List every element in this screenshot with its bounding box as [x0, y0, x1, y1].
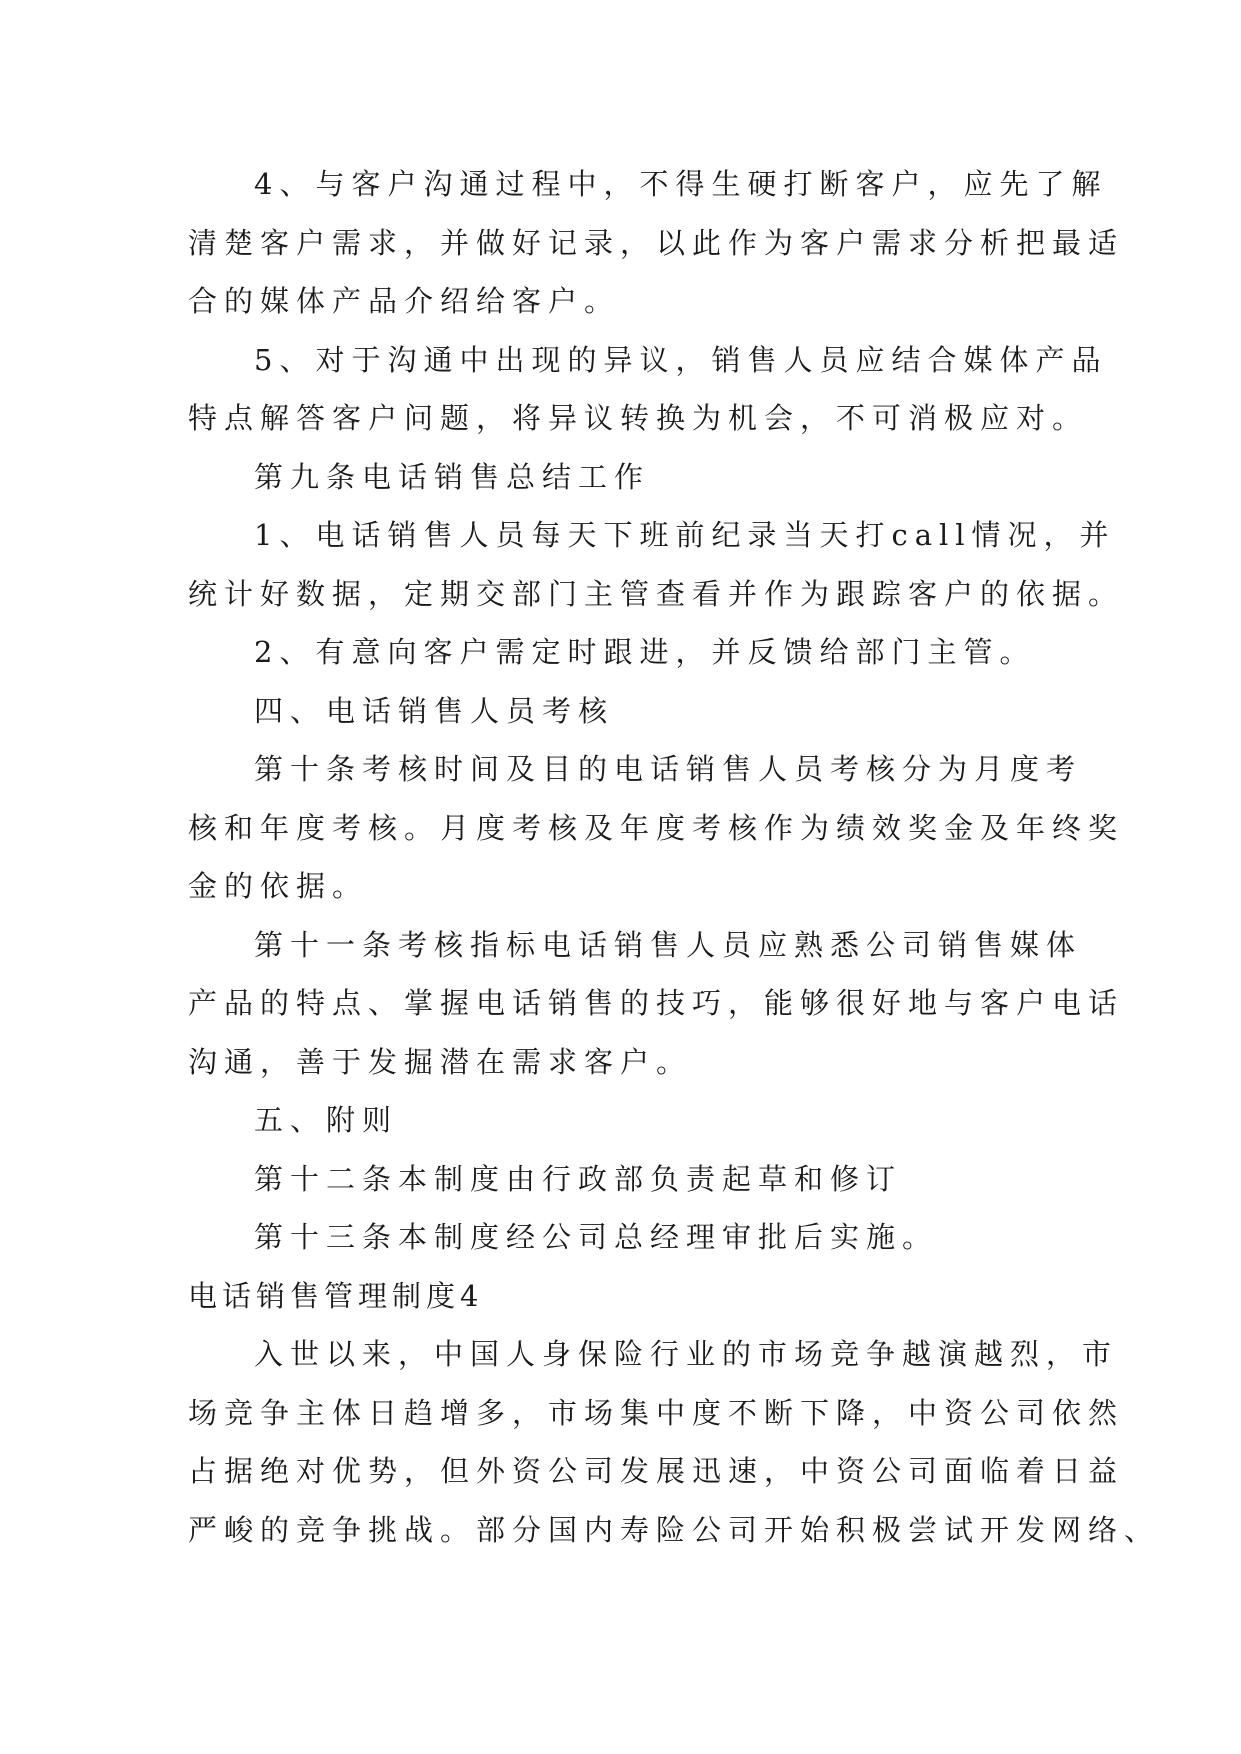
- paragraph-line: 第十一条考核指标电话销售人员应熟悉公司销售媒体: [254, 927, 1083, 962]
- paragraph-line: 特点解答客户问题，将异议转换为机会，不可消极应对。: [188, 401, 1089, 435]
- paragraph-line: 金的依据。: [188, 869, 369, 903]
- paragraph-line: 1、电话销售人员每天下班前纪录当天打call情况，并: [254, 518, 1116, 552]
- paragraph-line: 2、有意向客户需定时跟进，并反馈给部门主管。: [254, 635, 1036, 669]
- paragraph-line: 第十二条本制度由行政部负责起草和修订: [254, 1161, 903, 1196]
- paragraph-line: 5、对于沟通中出现的异议，销售人员应结合媒体产品: [254, 342, 1108, 377]
- paragraph-line: 清楚客户需求，并做好记录，以此作为客户需求分析把最适: [188, 225, 1125, 260]
- paragraph-line: 严峻的竞争挑战。部分国内寿险公司开始积极尝试开发网络、: [188, 1512, 1161, 1547]
- paragraph-line: 沟通，善于发掘潜在需求客户。: [188, 1044, 693, 1079]
- paragraph-line: 第十条考核时间及目的电话销售人员考核分为月度考: [254, 752, 1083, 786]
- paragraph-line: 统计好数据，定期交部门主管查看并作为跟踪客户的依据。: [188, 576, 1125, 611]
- paragraph-line: 合的媒体产品介绍给客户。: [188, 284, 621, 318]
- article-heading: 第九条电话销售总结工作: [254, 459, 651, 494]
- paragraph-line: 场竞争主体日趋增多，市场集中度不断下降，中资公司依然: [188, 1395, 1125, 1430]
- paragraph-line: 核和年度考核。月度考核及年度考核作为绩效奖金及年终奖: [188, 810, 1125, 845]
- paragraph-line: 4、与客户沟通过程中，不得生硬打断客户，应先了解: [254, 167, 1108, 201]
- document-body: [188, 155, 1161, 1559]
- section-heading: 四、电话销售人员考核: [254, 693, 615, 728]
- document-title: 电话销售管理制度4: [188, 1278, 484, 1313]
- paragraph-line: 入世以来，中国人身保险行业的市场竞争越演越烈，市: [254, 1337, 1119, 1371]
- section-heading: 五、附则: [254, 1103, 399, 1137]
- paragraph-line: 第十三条本制度经公司总经理审批后实施。: [254, 1220, 939, 1254]
- paragraph-line: 产品的特点、掌握电话销售的技巧，能够很好地与客户电话: [188, 986, 1125, 1020]
- paragraph-line: 占据绝对优势，但外资公司发展迅速，中资公司面临着日益: [188, 1454, 1125, 1488]
